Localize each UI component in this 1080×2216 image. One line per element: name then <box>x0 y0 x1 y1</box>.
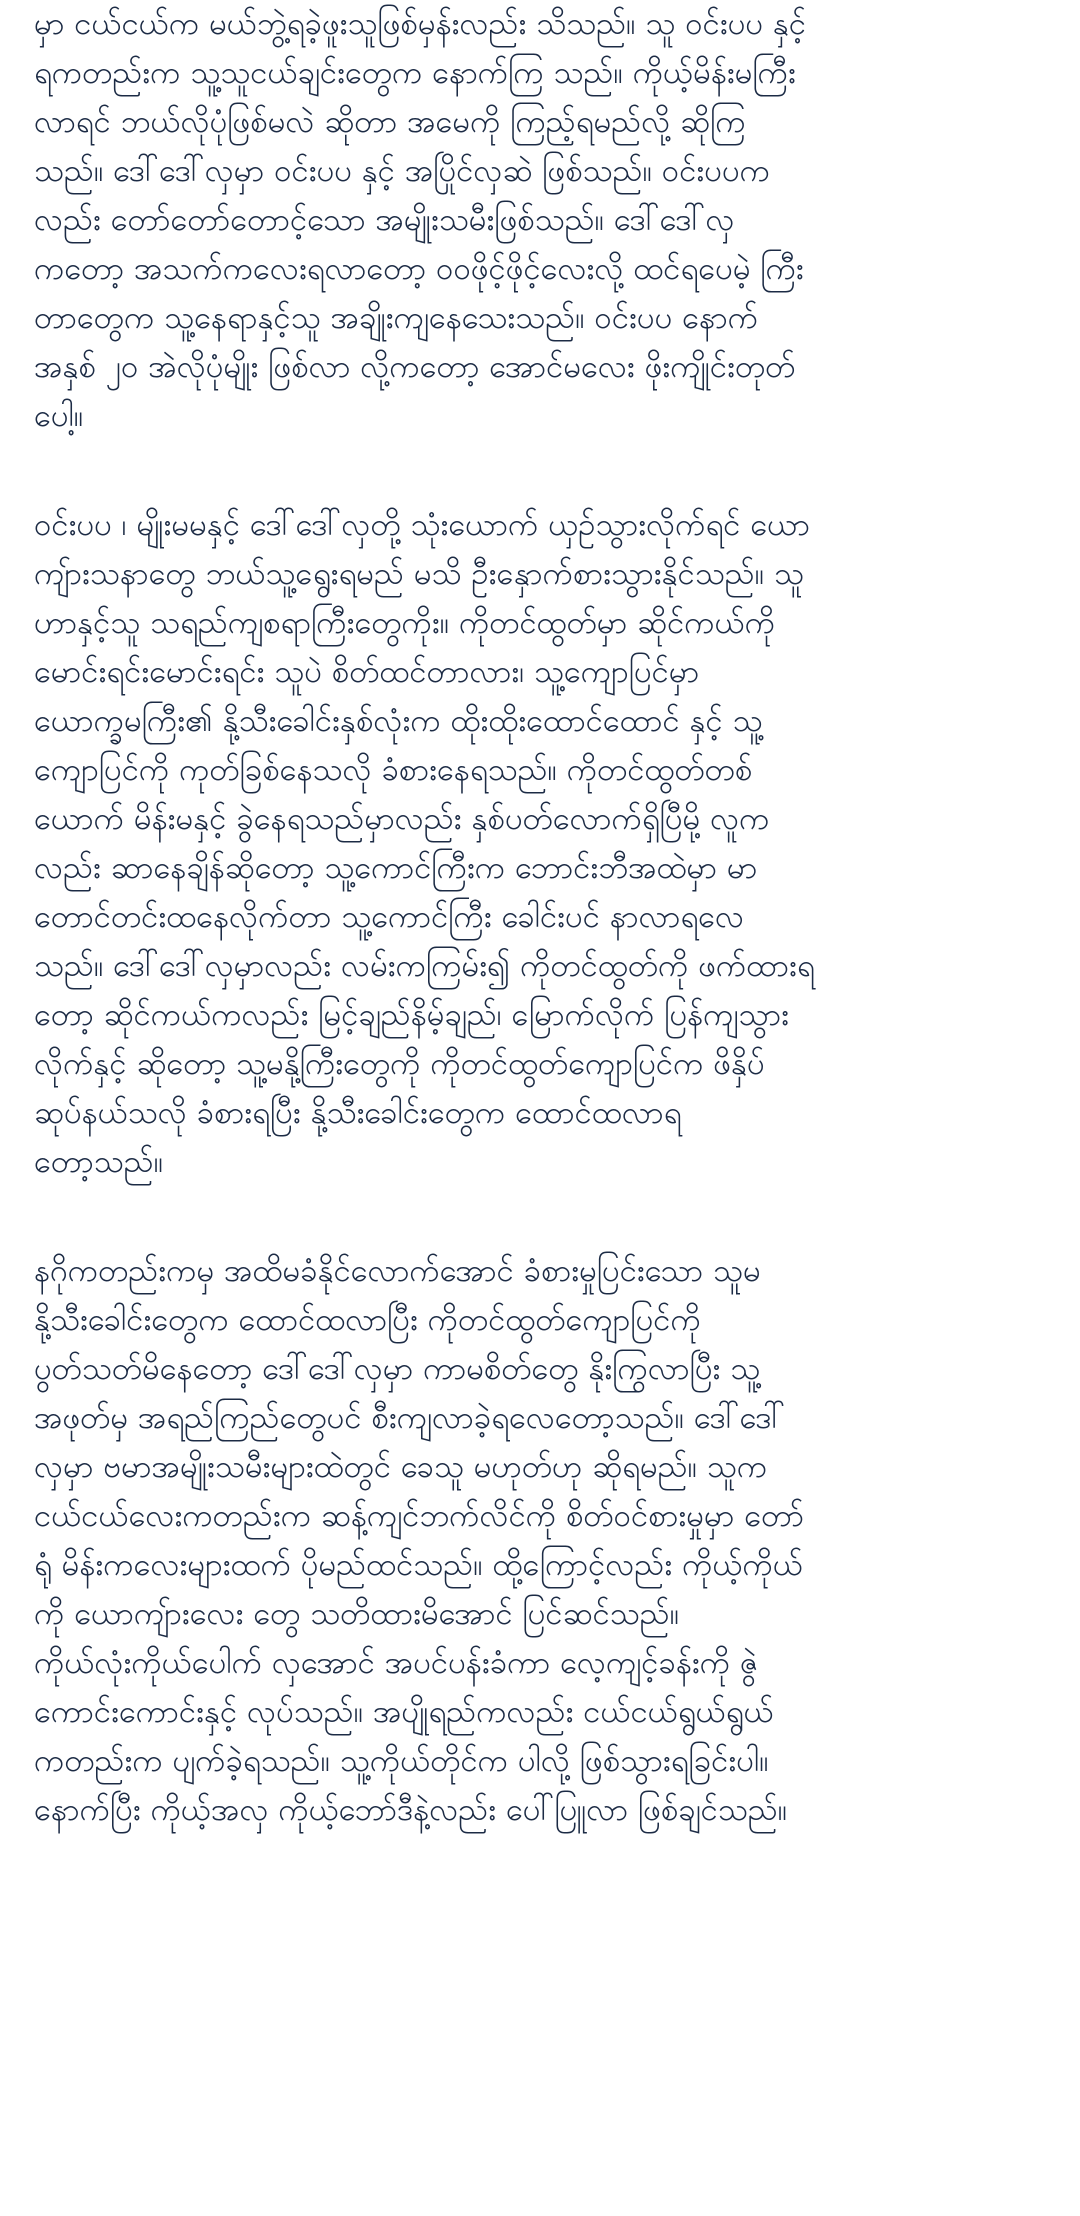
article-paragraph-3: နဂိုကတည်းကမှ အထိမခံနိုင်လောက်အောင် ခံစားမှုပြင်းသော သူမ နို့သီးခေါင်းတွေက ထောင်ထလာပြီး ကိုတင်ထွတ်ကျောပြင်ကို ပွတ်သတ်မိနေတော့ ဒေါ်ဒေါ်လှမှာ ကာမစိတ်တွေ နိုးကြွလာပြီး သူ့ အဖုတ်မှ အရည်ကြည်တွေပင် စီးကျလာခဲ့ရလေတော့သည်။ ဒေါ်ဒေါ် လှမှာ ဗမာအမျိုးသမီးများထဲတွင် ခေသူ မဟုတ်ဟု ဆိုရမည်။ သူက ငယ်ငယ်လေးကတည်းက ဆန့်ကျင်ဘက်လိင်ကို စိတ်ဝင်စားမှုမှာ တော် ရုံ မိန်းကလေးများထက် ပိုမည်ထင်သည်။ ထို့ကြောင့်လည်း ကိုယ့်ကိုယ် ကို ယောကျ်ားလေး တွေ သတိထားမိအောင် ပြင်ဆင်သည်။ ကိုယ်လုံးကိုယ်ပေါက် လှအောင် အပင်ပန်းခံကာ လေ့ကျင့်ခန်းကို ဇွဲ ကောင်းကောင်းနှင့် လုပ်သည်။ အပျိုရည်ကလည်း ငယ်ငယ်ရွယ်ရွယ် ကတည်းက ပျက်ခဲ့ရသည်။ သူ့ကိုယ်တိုင်က ပါလို့ ဖြစ်သွားရခြင်းပါ။ နောက်ပြီး ကိုယ့်အလှ ကိုယ့်ဘော်ဒီနဲ့လည်း ပေါ်ပြူလာ ဖြစ်ချင်သည်။ <box>34 1253 805 1828</box>
article-paragraph-1: မှာ ငယ်ငယ်က မယ်ဘွဲ့ရခဲ့ဖူးသူဖြစ်မှန်းလည်း သိသည်။ သူ ဝင်းပပ နှင့် ရကတည်းက သူ့သူငယ်ချင်းတွေက နောက်ကြ သည်။ ကိုယ့်မိန်းမကြီး လာရင် ဘယ်လိုပုံဖြစ်မလဲ ဆိုတာ အမေကို ကြည့်ရမည်လို့ ဆိုကြ သည်။ ဒေါ်ဒေါ်လှမှာ ဝင်းပပ နှင့် အပြိုင်လှဆဲ ဖြစ်သည်။ ဝင်းပပက လည်း တော်တော်တောင့်သော အမျိုးသမီးဖြစ်သည်။ ဒေါ်ဒေါ်လှ ကတော့ အသက်ကလေးရလာတော့ ဝဝဖိုင့်ဖိုင့်လေးလို့ ထင်ရပေမဲ့ ကြီး တာတွေက သူ့နေရာနှင့်သူ အချိုးကျနေသေးသည်။ ဝင်းပပ နောက် အနှစ် ၂၀ အဲလိုပုံမျိုး ဖြစ်လာ လို့ကတော့ အောင်မလေး ဖိုးကျိုင်းတုတ် ပေါ့။ <box>34 6 807 434</box>
article-paragraph-2: ဝင်းပပ ၊ မျိုးမမနှင့် ဒေါ်ဒေါ်လှတို့ သုံးယောက် ယှဉ်သွားလိုက်ရင် ယော ကျ်ားသနာတွေ ဘယ်သူ့ရွေးရမည် မသိ ဦးနှောက်စားသွားနိုင်သည်။ သူ ဟာနှင့်သူ သရည်ကျစရာကြီးတွေကိုး။ ကိုတင်ထွတ်မှာ ဆိုင်ကယ်ကို မောင်းရင်းမောင်းရင်း သူပဲ စိတ်ထင်တာလား၊ သူ့ကျောပြင်မှာ ယောက္ခမကြီး၏ နို့သီးခေါင်းနှစ်လုံးက ထိုးထိုးထောင်ထောင် နှင့် သူ့ ကျောပြင်ကို ကုတ်ခြစ်နေသလို ခံစားနေရသည်။ ကိုတင်ထွတ်တစ် ယောက် မိန်းမနှင့် ခွဲနေရသည်မှာလည်း နှစ်ပတ်လောက်ရှိပြီမို့ လူက လည်း ဆာနေချိန်ဆိုတော့ သူ့ကောင်ကြီးက ဘောင်းဘီအထဲမှာ မာ တောင်တင်းထနေလိုက်တာ သူ့ကောင်ကြီး ခေါင်းပင် နာလာရလေ သည်။ ဒေါ်ဒေါ်လှမှာလည်း လမ်းကကြမ်း၍ ကိုတင်ထွတ်ကို ဖက်ထားရ တော့ ဆိုင်ကယ်ကလည်း မြင့်ချည်နိမ့်ချည်၊ မြောက်လိုက် ပြန်ကျသွား လိုက်နှင့် ဆိုတော့ သူ့မနို့ကြီးတွေကို ကိုတင်ထွတ်ကျောပြင်က ဖိနှိပ် ဆုပ်နယ်သလို ခံစားရပြီး နို့သီးခေါင်းတွေက ထောင်ထလာရ တော့သည်။ <box>34 507 815 1180</box>
article-body <box>34 0 1050 1895</box>
